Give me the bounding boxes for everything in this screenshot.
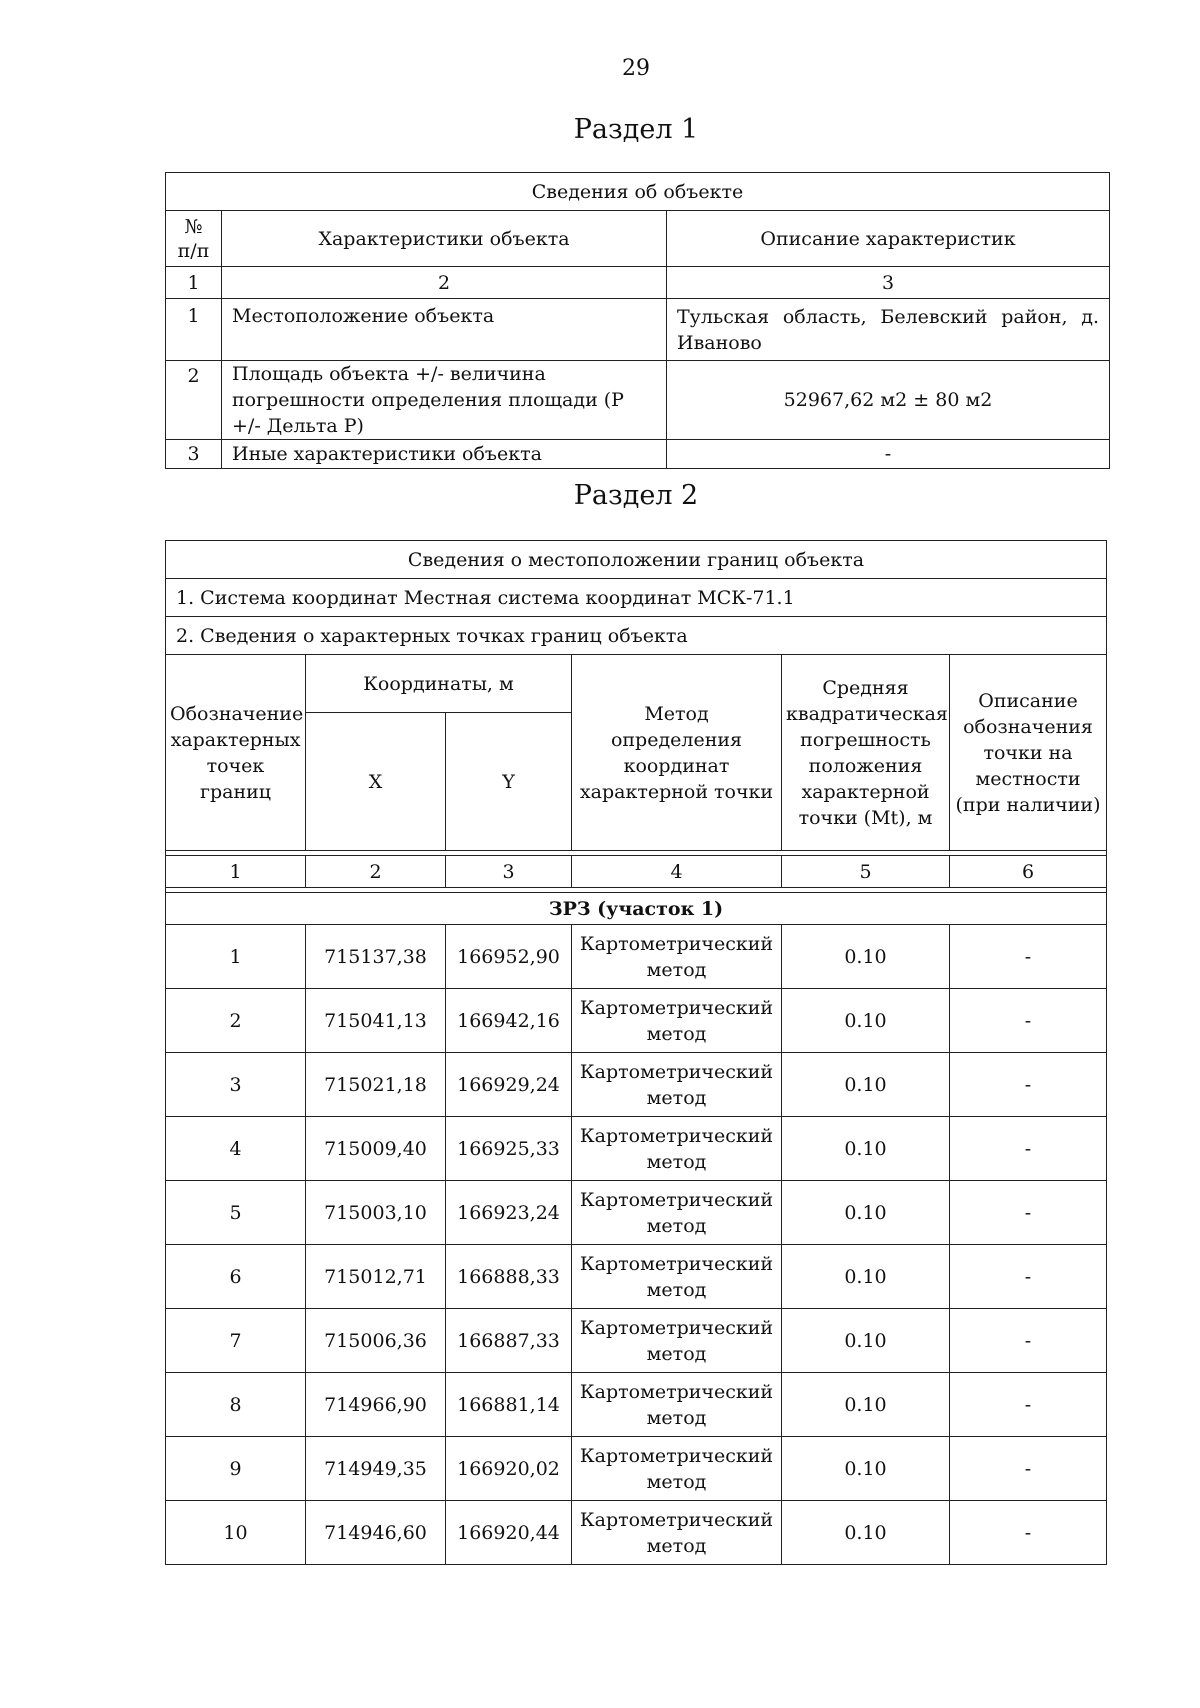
section-2-title: Раздел 2 bbox=[573, 480, 699, 511]
coord-x: 715009,40 bbox=[306, 1117, 446, 1181]
coord-y: 166920,02 bbox=[446, 1437, 572, 1501]
method: Картометрический метод bbox=[572, 925, 782, 989]
coord-x: 715137,38 bbox=[306, 925, 446, 989]
table-row bbox=[166, 1309, 1107, 1373]
table-row bbox=[166, 989, 1107, 1053]
point-description: - bbox=[950, 925, 1107, 989]
row-num: 3 bbox=[166, 440, 222, 469]
coord-y: 166929,24 bbox=[446, 1053, 572, 1117]
table-row bbox=[166, 361, 1110, 440]
header-description: Описание характеристик bbox=[667, 211, 1110, 267]
mt-value: 0.10 bbox=[782, 1181, 950, 1245]
coord-x: 715021,18 bbox=[306, 1053, 446, 1117]
header-coordinates: Координаты, м bbox=[306, 655, 572, 713]
header-error: Средняя квадратическая погрешность положения характерной точки (Mt), м bbox=[782, 655, 950, 851]
method: Картометрический метод bbox=[572, 1437, 782, 1501]
mt-value: 0.10 bbox=[782, 1053, 950, 1117]
table-row bbox=[166, 1053, 1107, 1117]
mt-value: 0.10 bbox=[782, 1309, 950, 1373]
header-method: Метод определения координат характерной точки bbox=[572, 655, 782, 851]
method: Картометрический метод bbox=[572, 1309, 782, 1373]
coord-y: 166942,16 bbox=[446, 989, 572, 1053]
row-num: 2 bbox=[166, 361, 222, 440]
col-number: 1 bbox=[166, 267, 222, 299]
row-description: 52967,62 м2 ± 80 м2 bbox=[667, 361, 1110, 440]
method: Картометрический метод bbox=[572, 1053, 782, 1117]
coord-y: 166923,24 bbox=[446, 1181, 572, 1245]
row-characteristic: Иные характеристики объекта bbox=[222, 440, 667, 469]
coordinate-system: 1. Система координат Местная система координат МСК-71.1 bbox=[166, 579, 1107, 617]
row-description: - bbox=[667, 440, 1110, 469]
table-row bbox=[166, 440, 1110, 469]
section-1-title: Раздел 1 bbox=[573, 114, 699, 145]
row-description: Тульская область, Белевский район, д. Иваново bbox=[667, 299, 1110, 361]
method: Картометрический метод bbox=[572, 1181, 782, 1245]
mt-value: 0.10 bbox=[782, 1501, 950, 1565]
method: Картометрический метод bbox=[572, 1501, 782, 1565]
method: Картометрический метод bbox=[572, 989, 782, 1053]
table-row bbox=[166, 1245, 1107, 1309]
col-number: 2 bbox=[222, 267, 667, 299]
coord-x: 715006,36 bbox=[306, 1309, 446, 1373]
header-y: Y bbox=[446, 713, 572, 851]
coord-x: 715012,71 bbox=[306, 1245, 446, 1309]
point-number: 6 bbox=[166, 1245, 306, 1309]
point-description: - bbox=[950, 1501, 1107, 1565]
mt-value: 0.10 bbox=[782, 989, 950, 1053]
point-number: 2 bbox=[166, 989, 306, 1053]
object-info-table-title: Сведения об объекте bbox=[166, 173, 1110, 211]
method: Картометрический метод bbox=[572, 1373, 782, 1437]
coord-x: 714949,35 bbox=[306, 1437, 446, 1501]
table-row bbox=[166, 1437, 1107, 1501]
point-description: - bbox=[950, 989, 1107, 1053]
col-number: 4 bbox=[572, 856, 782, 888]
coord-x: 715041,13 bbox=[306, 989, 446, 1053]
point-description: - bbox=[950, 1181, 1107, 1245]
row-num: 1 bbox=[166, 299, 222, 361]
coord-x: 714946,60 bbox=[306, 1501, 446, 1565]
col-number: 5 bbox=[782, 856, 950, 888]
point-number: 1 bbox=[166, 925, 306, 989]
mt-value: 0.10 bbox=[782, 1117, 950, 1181]
table-row bbox=[166, 1501, 1107, 1565]
boundary-table-title: Сведения о местоположении границ объекта bbox=[166, 541, 1107, 579]
table-row bbox=[166, 1117, 1107, 1181]
row-characteristic: Местоположение объекта bbox=[222, 299, 667, 361]
header-num: № п/п bbox=[166, 211, 222, 267]
coord-x: 714966,90 bbox=[306, 1373, 446, 1437]
zone-title: ЗРЗ (участок 1) bbox=[166, 893, 1107, 925]
mt-value: 0.10 bbox=[782, 925, 950, 989]
coord-y: 166881,14 bbox=[446, 1373, 572, 1437]
row-characteristic: Площадь объекта +/- величина погрешности определения площади (Р +/- Дельта Р) bbox=[222, 361, 667, 440]
point-description: - bbox=[950, 1373, 1107, 1437]
table-row bbox=[166, 1181, 1107, 1245]
point-number: 5 bbox=[166, 1181, 306, 1245]
coord-y: 166925,33 bbox=[446, 1117, 572, 1181]
mt-value: 0.10 bbox=[782, 1437, 950, 1501]
table-row bbox=[166, 1373, 1107, 1437]
points-title: 2. Сведения о характерных точках границ объекта bbox=[166, 617, 1107, 655]
coord-y: 166887,33 bbox=[446, 1309, 572, 1373]
point-number: 8 bbox=[166, 1373, 306, 1437]
coord-y: 166952,90 bbox=[446, 925, 572, 989]
point-description: - bbox=[950, 1309, 1107, 1373]
coord-x: 715003,10 bbox=[306, 1181, 446, 1245]
table-row bbox=[166, 925, 1107, 989]
header-characteristic: Характеристики объекта bbox=[222, 211, 667, 267]
point-number: 7 bbox=[166, 1309, 306, 1373]
col-number: 3 bbox=[446, 856, 572, 888]
col-number: 2 bbox=[306, 856, 446, 888]
mt-value: 0.10 bbox=[782, 1245, 950, 1309]
object-info-table bbox=[165, 172, 1110, 469]
header-x: X bbox=[306, 713, 446, 851]
boundary-points-table bbox=[165, 540, 1107, 1565]
point-number: 9 bbox=[166, 1437, 306, 1501]
point-description: - bbox=[950, 1053, 1107, 1117]
point-description: - bbox=[950, 1245, 1107, 1309]
col-number: 6 bbox=[950, 856, 1107, 888]
coord-y: 166888,33 bbox=[446, 1245, 572, 1309]
coord-y: 166920,44 bbox=[446, 1501, 572, 1565]
mt-value: 0.10 bbox=[782, 1373, 950, 1437]
col-number: 3 bbox=[667, 267, 1110, 299]
point-number: 3 bbox=[166, 1053, 306, 1117]
point-description: - bbox=[950, 1437, 1107, 1501]
method: Картометрический метод bbox=[572, 1117, 782, 1181]
point-number: 10 bbox=[166, 1501, 306, 1565]
col-number: 1 bbox=[166, 856, 306, 888]
header-designation: Обозначение характерных точек границ bbox=[166, 655, 306, 851]
point-number: 4 bbox=[166, 1117, 306, 1181]
point-description: - bbox=[950, 1117, 1107, 1181]
page-number: 29 bbox=[622, 56, 650, 81]
method: Картометрический метод bbox=[572, 1245, 782, 1309]
header-description: Описание обозначения точки на местности (при наличии) bbox=[950, 655, 1107, 851]
table-row bbox=[166, 299, 1110, 361]
